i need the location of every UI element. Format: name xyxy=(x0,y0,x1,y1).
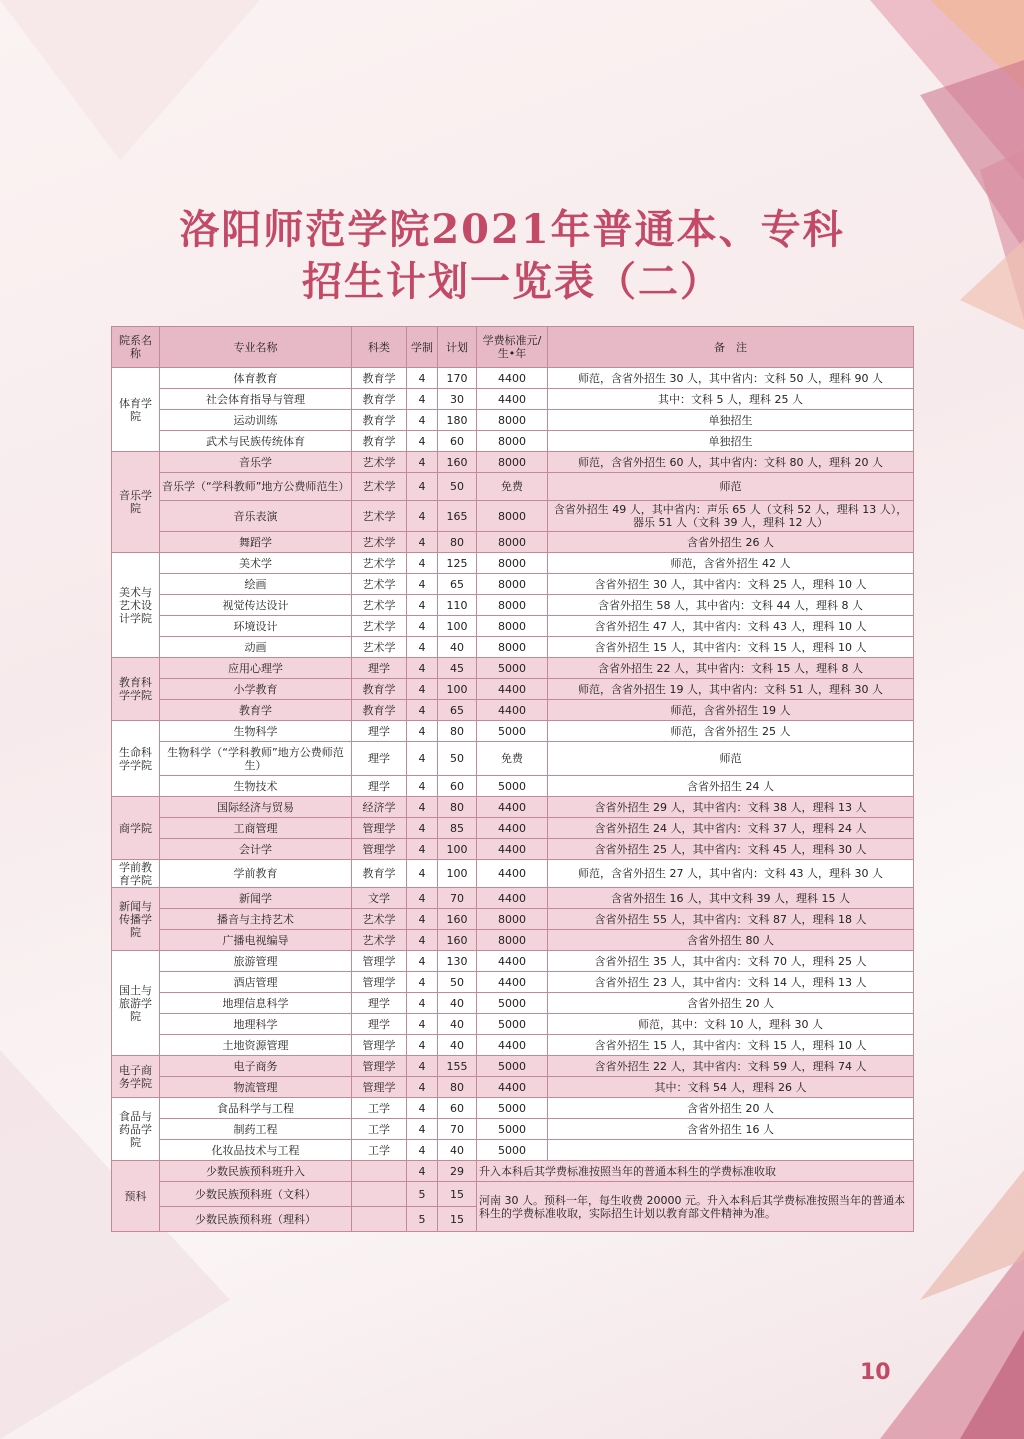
plan-cell: 30 xyxy=(438,389,477,410)
fee-cell: 4400 xyxy=(477,679,548,700)
years-cell: 4 xyxy=(407,776,438,797)
plan-cell: 110 xyxy=(438,595,477,616)
plan-cell: 100 xyxy=(438,616,477,637)
table-row xyxy=(112,951,914,972)
fee-cell: 4400 xyxy=(477,797,548,818)
fee-cell: 4400 xyxy=(477,951,548,972)
table-row xyxy=(112,993,914,1014)
note-cell: 师范，其中：文科 10 人，理科 30 人 xyxy=(548,1014,914,1035)
category-cell: 艺术学 xyxy=(352,452,407,473)
major-cell: 武术与民族传统体育 xyxy=(160,431,352,452)
note-cell: 师范，含省外招生 60 人，其中省内：文科 80 人，理科 20 人 xyxy=(548,452,914,473)
plan-cell: 60 xyxy=(438,431,477,452)
major-cell: 食品科学与工程 xyxy=(160,1098,352,1119)
dept-cell: 体育学院 xyxy=(112,368,160,452)
category-cell xyxy=(352,1207,407,1232)
major-cell: 社会体育指导与管理 xyxy=(160,389,352,410)
major-cell: 音乐表演 xyxy=(160,501,352,532)
note-cell: 含省外招生 20 人 xyxy=(548,1098,914,1119)
fee-cell: 5000 xyxy=(477,1140,548,1161)
plan-cell: 15 xyxy=(438,1207,477,1232)
dept-cell: 音乐学院 xyxy=(112,452,160,553)
note-cell: 含省外招生 15 人，其中省内：文科 15 人，理科 10 人 xyxy=(548,637,914,658)
plan-cell: 160 xyxy=(438,452,477,473)
years-cell: 4 xyxy=(407,1056,438,1077)
header-years: 学制 xyxy=(407,327,438,368)
note-cell xyxy=(548,1140,914,1161)
fee-cell: 8000 xyxy=(477,616,548,637)
table-row xyxy=(112,1182,914,1207)
category-cell: 艺术学 xyxy=(352,595,407,616)
fee-cell: 5000 xyxy=(477,658,548,679)
table-row xyxy=(112,1119,914,1140)
note-cell: 含省外招生 16 人 xyxy=(548,1119,914,1140)
major-cell: 音乐学 xyxy=(160,452,352,473)
years-cell: 4 xyxy=(407,818,438,839)
table-row xyxy=(112,574,914,595)
category-cell: 理学 xyxy=(352,742,407,776)
plan-cell: 45 xyxy=(438,658,477,679)
header-dept: 院系名称 xyxy=(112,327,160,368)
table-row xyxy=(112,860,914,888)
category-cell: 管理学 xyxy=(352,839,407,860)
major-cell: 环境设计 xyxy=(160,616,352,637)
plan-cell: 85 xyxy=(438,818,477,839)
note-cell: 师范，含省外招生 19 人 xyxy=(548,700,914,721)
category-cell: 工学 xyxy=(352,1140,407,1161)
years-cell: 4 xyxy=(407,1140,438,1161)
note-cell: 含省外招生 29 人，其中省内：文科 38 人，理科 13 人 xyxy=(548,797,914,818)
table-row xyxy=(112,776,914,797)
category-cell: 经济学 xyxy=(352,797,407,818)
major-cell: 运动训练 xyxy=(160,410,352,431)
years-cell: 4 xyxy=(407,389,438,410)
category-cell xyxy=(352,1161,407,1182)
category-cell: 艺术学 xyxy=(352,553,407,574)
enrollment-plan-table xyxy=(111,326,914,1232)
fee-cell: 4400 xyxy=(477,839,548,860)
fee-cell: 8000 xyxy=(477,574,548,595)
category-cell: 艺术学 xyxy=(352,501,407,532)
note-cell: 师范，含省外招生 27 人，其中省内：文科 43 人，理科 30 人 xyxy=(548,860,914,888)
table-row xyxy=(112,473,914,501)
table-row xyxy=(112,637,914,658)
major-cell: 电子商务 xyxy=(160,1056,352,1077)
years-cell: 4 xyxy=(407,993,438,1014)
table-row xyxy=(112,1077,914,1098)
plan-cell: 160 xyxy=(438,930,477,951)
years-cell: 5 xyxy=(407,1182,438,1207)
header-note: 备 注 xyxy=(548,327,914,368)
dept-cell: 学前教育学院 xyxy=(112,860,160,888)
table-row xyxy=(112,742,914,776)
note-cell: 含省外招生 20 人 xyxy=(548,993,914,1014)
note-cell: 含省外招生 80 人 xyxy=(548,930,914,951)
dept-cell: 预科 xyxy=(112,1161,160,1232)
plan-cell: 80 xyxy=(438,721,477,742)
major-cell: 国际经济与贸易 xyxy=(160,797,352,818)
fee-cell: 5000 xyxy=(477,993,548,1014)
major-cell: 体育教育 xyxy=(160,368,352,389)
years-cell: 4 xyxy=(407,553,438,574)
note-cell: 含省外招生 24 人 xyxy=(548,776,914,797)
years-cell: 4 xyxy=(407,860,438,888)
table-row xyxy=(112,501,914,532)
category-cell: 教育学 xyxy=(352,389,407,410)
fee-cell: 8000 xyxy=(477,431,548,452)
years-cell: 4 xyxy=(407,368,438,389)
major-cell: 少数民族预科班升入 xyxy=(160,1161,352,1182)
plan-cell: 15 xyxy=(438,1182,477,1207)
dept-cell: 食品与药品学院 xyxy=(112,1098,160,1161)
table-row xyxy=(112,1098,914,1119)
years-cell: 4 xyxy=(407,1014,438,1035)
note-cell: 含省外招生 23 人，其中省内：文科 14 人，理科 13 人 xyxy=(548,972,914,993)
category-cell: 教育学 xyxy=(352,860,407,888)
page-title-line2: 招生计划一览表（二） xyxy=(302,258,722,305)
major-cell: 物流管理 xyxy=(160,1077,352,1098)
plan-cell: 155 xyxy=(438,1056,477,1077)
years-cell: 4 xyxy=(407,721,438,742)
table-row xyxy=(112,888,914,909)
major-cell: 音乐学（“学科教师”地方公费师范生） xyxy=(160,473,352,501)
fee-cell: 4400 xyxy=(477,818,548,839)
plan-cell: 130 xyxy=(438,951,477,972)
table-row xyxy=(112,389,914,410)
major-cell: 舞蹈学 xyxy=(160,532,352,553)
category-cell: 艺术学 xyxy=(352,574,407,595)
table-row xyxy=(112,452,914,473)
page-number: 10 xyxy=(860,1360,891,1385)
fee-cell: 8000 xyxy=(477,553,548,574)
years-cell: 5 xyxy=(407,1207,438,1232)
years-cell: 4 xyxy=(407,951,438,972)
plan-cell: 65 xyxy=(438,700,477,721)
plan-cell: 29 xyxy=(438,1161,477,1182)
note-cell: 含省外招生 58 人，其中省内：文科 44 人，理科 8 人 xyxy=(548,595,914,616)
table-row xyxy=(112,368,914,389)
fee-cell: 4400 xyxy=(477,860,548,888)
major-cell: 化妆品技术与工程 xyxy=(160,1140,352,1161)
major-cell: 应用心理学 xyxy=(160,658,352,679)
page-title-line1: 洛阳师范学院2021年普通本、专科 xyxy=(179,206,845,253)
yuke-note-cell: 升入本科后其学费标准按照当年的普通本科生的学费标准收取 xyxy=(477,1161,914,1182)
yuke-note-cell: 河南 30 人。预科一年，每生收费 20000 元。升入本科后其学费标准按照当年的普通本科生的学费标准收取，实际招生计划以教育部文件精神为准。 xyxy=(477,1182,914,1232)
plan-cell: 50 xyxy=(438,742,477,776)
category-cell: 管理学 xyxy=(352,972,407,993)
plan-cell: 80 xyxy=(438,797,477,818)
years-cell: 4 xyxy=(407,637,438,658)
plan-cell: 60 xyxy=(438,1098,477,1119)
major-cell: 少数民族预科班（理科） xyxy=(160,1207,352,1232)
years-cell: 4 xyxy=(407,595,438,616)
note-cell: 含省外招生 55 人，其中省内：文科 87 人，理科 18 人 xyxy=(548,909,914,930)
fee-cell: 4400 xyxy=(477,972,548,993)
major-cell: 小学教育 xyxy=(160,679,352,700)
fee-cell: 4400 xyxy=(477,888,548,909)
plan-cell: 40 xyxy=(438,1140,477,1161)
table-row xyxy=(112,679,914,700)
category-cell: 教育学 xyxy=(352,410,407,431)
years-cell: 4 xyxy=(407,742,438,776)
table-row xyxy=(112,721,914,742)
plan-cell: 40 xyxy=(438,993,477,1014)
plan-cell: 165 xyxy=(438,501,477,532)
dept-cell: 商学院 xyxy=(112,797,160,860)
plan-cell: 50 xyxy=(438,972,477,993)
major-cell: 生物技术 xyxy=(160,776,352,797)
years-cell: 4 xyxy=(407,410,438,431)
fee-cell: 免费 xyxy=(477,742,548,776)
plan-cell: 100 xyxy=(438,860,477,888)
note-cell: 师范 xyxy=(548,473,914,501)
table-row xyxy=(112,1161,914,1182)
category-cell: 管理学 xyxy=(352,951,407,972)
years-cell: 4 xyxy=(407,797,438,818)
note-cell: 含省外招生 35 人，其中省内：文科 70 人，理科 25 人 xyxy=(548,951,914,972)
header-plan: 计划 xyxy=(438,327,477,368)
fee-cell: 8000 xyxy=(477,637,548,658)
fee-cell: 免费 xyxy=(477,473,548,501)
years-cell: 4 xyxy=(407,1161,438,1182)
dept-cell: 电子商务学院 xyxy=(112,1056,160,1098)
major-cell: 美术学 xyxy=(160,553,352,574)
plan-cell: 160 xyxy=(438,909,477,930)
dept-cell: 新闻与传播学院 xyxy=(112,888,160,951)
plan-cell: 65 xyxy=(438,574,477,595)
category-cell: 理学 xyxy=(352,658,407,679)
category-cell: 管理学 xyxy=(352,818,407,839)
years-cell: 4 xyxy=(407,1077,438,1098)
table-row xyxy=(112,553,914,574)
major-cell: 土地资源管理 xyxy=(160,1035,352,1056)
major-cell: 动画 xyxy=(160,637,352,658)
major-cell: 播音与主持艺术 xyxy=(160,909,352,930)
note-cell: 含省外招生 49 人，其中省内：声乐 65 人（文科 52 人，理科 13 人），器乐 51 人（文科 39 人，理科 12 人） xyxy=(548,501,914,532)
table-row xyxy=(112,431,914,452)
plan-cell: 40 xyxy=(438,1014,477,1035)
major-cell: 生物科学（“学科教师”地方公费师范生） xyxy=(160,742,352,776)
major-cell: 地理信息科学 xyxy=(160,993,352,1014)
category-cell: 艺术学 xyxy=(352,532,407,553)
fee-cell: 4400 xyxy=(477,1077,548,1098)
note-cell: 含省外招生 15 人，其中省内：文科 15 人，理科 10 人 xyxy=(548,1035,914,1056)
note-cell: 单独招生 xyxy=(548,431,914,452)
category-cell: 管理学 xyxy=(352,1056,407,1077)
category-cell: 教育学 xyxy=(352,679,407,700)
fee-cell: 8000 xyxy=(477,532,548,553)
years-cell: 4 xyxy=(407,1119,438,1140)
years-cell: 4 xyxy=(407,616,438,637)
major-cell: 学前教育 xyxy=(160,860,352,888)
table-row xyxy=(112,1014,914,1035)
category-cell: 工学 xyxy=(352,1119,407,1140)
table-row xyxy=(112,595,914,616)
years-cell: 4 xyxy=(407,700,438,721)
table-row xyxy=(112,616,914,637)
dept-cell: 美术与艺术设计学院 xyxy=(112,553,160,658)
major-cell: 工商管理 xyxy=(160,818,352,839)
years-cell: 4 xyxy=(407,452,438,473)
major-cell: 新闻学 xyxy=(160,888,352,909)
fee-cell: 8000 xyxy=(477,501,548,532)
plan-cell: 125 xyxy=(438,553,477,574)
table-row xyxy=(112,658,914,679)
category-cell: 教育学 xyxy=(352,431,407,452)
plan-cell: 40 xyxy=(438,1035,477,1056)
table-row xyxy=(112,410,914,431)
category-cell: 理学 xyxy=(352,776,407,797)
table-header-row xyxy=(112,327,914,368)
fee-cell: 8000 xyxy=(477,930,548,951)
years-cell: 4 xyxy=(407,1098,438,1119)
table-row xyxy=(112,818,914,839)
note-cell: 师范，含省外招生 25 人 xyxy=(548,721,914,742)
table-row xyxy=(112,797,914,818)
plan-cell: 70 xyxy=(438,888,477,909)
fee-cell: 8000 xyxy=(477,452,548,473)
category-cell: 管理学 xyxy=(352,1077,407,1098)
fee-cell: 5000 xyxy=(477,776,548,797)
note-cell: 含省外招生 30 人，其中省内：文科 25 人，理科 10 人 xyxy=(548,574,914,595)
plan-cell: 170 xyxy=(438,368,477,389)
major-cell: 地理科学 xyxy=(160,1014,352,1035)
years-cell: 4 xyxy=(407,532,438,553)
years-cell: 4 xyxy=(407,574,438,595)
major-cell: 制药工程 xyxy=(160,1119,352,1140)
table-row xyxy=(112,532,914,553)
note-cell: 单独招生 xyxy=(548,410,914,431)
category-cell: 文学 xyxy=(352,888,407,909)
category-cell: 教育学 xyxy=(352,368,407,389)
years-cell: 4 xyxy=(407,972,438,993)
years-cell: 4 xyxy=(407,839,438,860)
fee-cell: 4400 xyxy=(477,1035,548,1056)
note-cell: 师范，含省外招生 19 人，其中省内：文科 51 人，理科 30 人 xyxy=(548,679,914,700)
plan-cell: 60 xyxy=(438,776,477,797)
plan-cell: 180 xyxy=(438,410,477,431)
header-fee: 学费标准元/生•年 xyxy=(477,327,548,368)
years-cell: 4 xyxy=(407,501,438,532)
fee-cell: 4400 xyxy=(477,368,548,389)
major-cell: 生物科学 xyxy=(160,721,352,742)
note-cell: 含省外招生 22 人，其中省内：文科 59 人，理科 74 人 xyxy=(548,1056,914,1077)
header-major: 专业名称 xyxy=(160,327,352,368)
note-cell: 含省外招生 25 人，其中省内：文科 45 人，理科 30 人 xyxy=(548,839,914,860)
fee-cell: 5000 xyxy=(477,1056,548,1077)
major-cell: 绘画 xyxy=(160,574,352,595)
fee-cell: 8000 xyxy=(477,410,548,431)
years-cell: 4 xyxy=(407,473,438,501)
years-cell: 4 xyxy=(407,930,438,951)
table-row xyxy=(112,930,914,951)
header-category: 科类 xyxy=(352,327,407,368)
category-cell: 工学 xyxy=(352,1098,407,1119)
fee-cell: 5000 xyxy=(477,721,548,742)
dept-cell: 生命科学学院 xyxy=(112,721,160,797)
years-cell: 4 xyxy=(407,431,438,452)
note-cell: 其中：文科 5 人，理科 25 人 xyxy=(548,389,914,410)
note-cell: 含省外招生 47 人，其中省内：文科 43 人，理科 10 人 xyxy=(548,616,914,637)
plan-cell: 100 xyxy=(438,839,477,860)
major-cell: 广播电视编导 xyxy=(160,930,352,951)
fee-cell: 4400 xyxy=(477,700,548,721)
category-cell: 艺术学 xyxy=(352,637,407,658)
years-cell: 4 xyxy=(407,909,438,930)
table-row xyxy=(112,972,914,993)
table-row xyxy=(112,1140,914,1161)
table-row xyxy=(112,909,914,930)
years-cell: 4 xyxy=(407,1035,438,1056)
fee-cell: 5000 xyxy=(477,1098,548,1119)
category-cell: 管理学 xyxy=(352,1035,407,1056)
major-cell: 视觉传达设计 xyxy=(160,595,352,616)
years-cell: 4 xyxy=(407,888,438,909)
plan-cell: 100 xyxy=(438,679,477,700)
category-cell: 理学 xyxy=(352,721,407,742)
years-cell: 4 xyxy=(407,658,438,679)
note-cell: 含省外招生 24 人，其中省内：文科 37 人，理科 24 人 xyxy=(548,818,914,839)
plan-cell: 80 xyxy=(438,1077,477,1098)
fee-cell: 5000 xyxy=(477,1119,548,1140)
dept-cell: 国土与旅游学院 xyxy=(112,951,160,1056)
fee-cell: 4400 xyxy=(477,389,548,410)
plan-cell: 70 xyxy=(438,1119,477,1140)
note-cell: 含省外招生 16 人，其中文科 39 人，理科 15 人 xyxy=(548,888,914,909)
fee-cell: 8000 xyxy=(477,909,548,930)
major-cell: 酒店管理 xyxy=(160,972,352,993)
plan-cell: 40 xyxy=(438,637,477,658)
category-cell: 艺术学 xyxy=(352,909,407,930)
dept-cell: 教育科学学院 xyxy=(112,658,160,721)
category-cell: 理学 xyxy=(352,1014,407,1035)
note-cell: 含省外招生 26 人 xyxy=(548,532,914,553)
note-cell: 师范，含省外招生 42 人 xyxy=(548,553,914,574)
category-cell: 艺术学 xyxy=(352,616,407,637)
category-cell: 教育学 xyxy=(352,700,407,721)
category-cell: 艺术学 xyxy=(352,473,407,501)
table-row xyxy=(112,700,914,721)
note-cell: 其中：文科 54 人，理科 26 人 xyxy=(548,1077,914,1098)
category-cell xyxy=(352,1182,407,1207)
category-cell: 理学 xyxy=(352,993,407,1014)
major-cell: 教育学 xyxy=(160,700,352,721)
table-row xyxy=(112,1056,914,1077)
note-cell: 师范 xyxy=(548,742,914,776)
note-cell: 含省外招生 22 人，其中省内：文科 15 人，理科 8 人 xyxy=(548,658,914,679)
major-cell: 少数民族预科班（文科） xyxy=(160,1182,352,1207)
note-cell: 师范，含省外招生 30 人，其中省内：文科 50 人，理科 90 人 xyxy=(548,368,914,389)
table-row xyxy=(112,839,914,860)
plan-cell: 80 xyxy=(438,532,477,553)
plan-cell: 50 xyxy=(438,473,477,501)
fee-cell: 5000 xyxy=(477,1014,548,1035)
major-cell: 旅游管理 xyxy=(160,951,352,972)
fee-cell: 8000 xyxy=(477,595,548,616)
major-cell: 会计学 xyxy=(160,839,352,860)
years-cell: 4 xyxy=(407,679,438,700)
table-row xyxy=(112,1035,914,1056)
category-cell: 艺术学 xyxy=(352,930,407,951)
